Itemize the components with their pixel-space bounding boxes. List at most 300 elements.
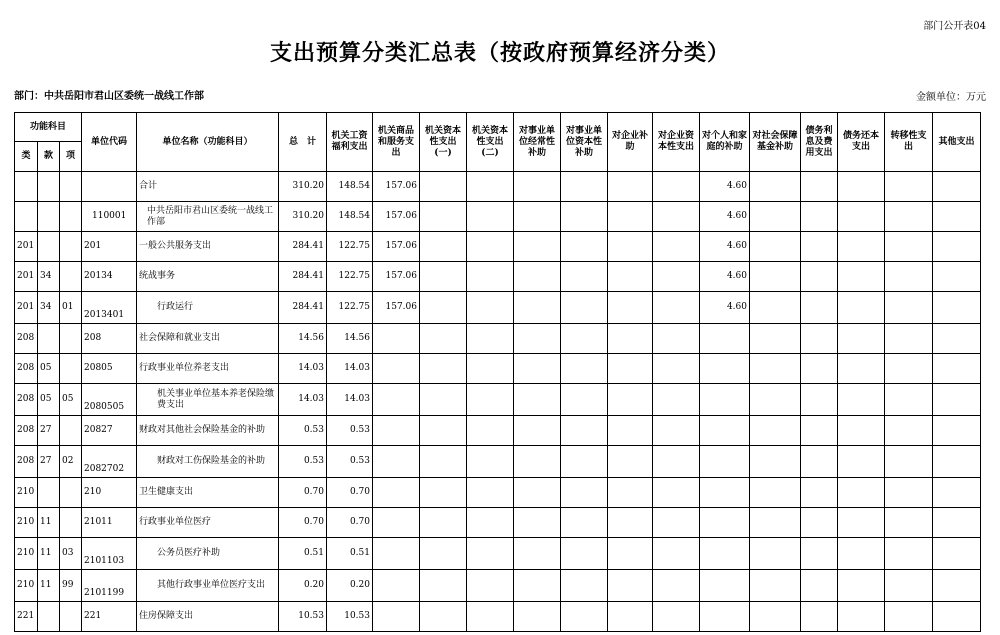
cell-c13: [885, 416, 933, 446]
cell-total: 0.51: [279, 538, 327, 570]
cell-c8: [653, 416, 700, 446]
cell-kuan: 27: [38, 446, 60, 478]
cell-lei: 208: [15, 354, 38, 384]
cell-c11: [801, 354, 838, 384]
cell-c7: [608, 262, 653, 292]
cell-code: [82, 172, 137, 202]
cell-c6: [561, 508, 608, 538]
cell-c6: [561, 478, 608, 508]
cell-lei: [15, 172, 38, 202]
cell-code: 2101199: [82, 570, 137, 602]
cell-c4: [467, 446, 514, 478]
cell-xiang: [60, 324, 82, 354]
header-name: 单位名称（功能科目）: [137, 113, 279, 172]
cell-c10: [750, 172, 801, 202]
cell-c8: [653, 384, 700, 416]
cell-total: 0.53: [279, 446, 327, 478]
cell-c10: [750, 478, 801, 508]
cell-c3: [420, 446, 467, 478]
cell-c10: [750, 538, 801, 570]
cell-xiang: 02: [60, 446, 82, 478]
cell-c4: [467, 508, 514, 538]
cell-c8: [653, 232, 700, 262]
department-label: 部门：中共岳阳市君山区委统一战线工作部: [14, 91, 204, 102]
cell-c9: 4.60: [700, 262, 750, 292]
cell-xiang: [60, 232, 82, 262]
cell-c7: [608, 602, 653, 632]
cell-c3: [420, 202, 467, 232]
cell-c14: [933, 354, 981, 384]
cell-c4: [467, 232, 514, 262]
cell-c14: [933, 202, 981, 232]
table-row: [15, 202, 981, 232]
cell-c9: [700, 324, 750, 354]
cell-c13: [885, 354, 933, 384]
cell-c5: [514, 416, 561, 446]
cell-c11: [801, 570, 838, 602]
cell-c6: [561, 232, 608, 262]
cell-c4: [467, 292, 514, 324]
cell-name: 行政事业单位养老支出: [137, 354, 279, 384]
cell-c11: [801, 292, 838, 324]
cell-c7: [608, 324, 653, 354]
cell-c5: [514, 324, 561, 354]
cell-kuan: [38, 172, 60, 202]
cell-c1: 0.53: [327, 446, 373, 478]
cell-name: 行政运行: [137, 292, 279, 324]
cell-c14: [933, 538, 981, 570]
cell-c13: [885, 172, 933, 202]
cell-c10: [750, 202, 801, 232]
cell-c6: [561, 202, 608, 232]
cell-lei: 210: [15, 508, 38, 538]
cell-c8: [653, 538, 700, 570]
cell-c5: [514, 602, 561, 632]
cell-c8: [653, 570, 700, 602]
cell-c5: [514, 354, 561, 384]
cell-lei: 210: [15, 570, 38, 602]
cell-c2: [373, 508, 420, 538]
cell-c3: [420, 172, 467, 202]
table-row: [15, 384, 981, 416]
cell-c1: 0.70: [327, 478, 373, 508]
cell-c8: [653, 508, 700, 538]
cell-total: 310.20: [279, 172, 327, 202]
cell-c4: [467, 354, 514, 384]
cell-c2: [373, 570, 420, 602]
cell-xiang: [60, 478, 82, 508]
cell-c1: 0.53: [327, 416, 373, 446]
cell-c4: [467, 602, 514, 632]
cell-kuan: [38, 324, 60, 354]
cell-total: 14.56: [279, 324, 327, 354]
cell-c6: [561, 172, 608, 202]
cell-total: 284.41: [279, 232, 327, 262]
header-code: 单位代码: [82, 113, 137, 172]
table-row: [15, 292, 981, 324]
header-c14: 其他支出: [933, 113, 981, 172]
cell-c8: [653, 478, 700, 508]
cell-xiang: 05: [60, 384, 82, 416]
cell-kuan: [38, 602, 60, 632]
cell-lei: 201: [15, 232, 38, 262]
cell-c12: [838, 292, 885, 324]
table-row: [15, 324, 981, 354]
cell-c5: [514, 446, 561, 478]
cell-code: 2101103: [82, 538, 137, 570]
cell-c9: [700, 538, 750, 570]
cell-c2: 157.06: [373, 172, 420, 202]
cell-c6: [561, 324, 608, 354]
cell-c8: [653, 354, 700, 384]
cell-kuan: [38, 232, 60, 262]
cell-c8: [653, 202, 700, 232]
cell-c12: [838, 354, 885, 384]
cell-name: 统战事务: [137, 262, 279, 292]
cell-c3: [420, 262, 467, 292]
cell-c7: [608, 172, 653, 202]
cell-c1: 10.53: [327, 602, 373, 632]
cell-c10: [750, 324, 801, 354]
cell-c3: [420, 538, 467, 570]
cell-c7: [608, 538, 653, 570]
cell-c10: [750, 232, 801, 262]
cell-c14: [933, 384, 981, 416]
cell-lei: 221: [15, 602, 38, 632]
table-row: [15, 354, 981, 384]
cell-c3: [420, 384, 467, 416]
cell-c6: [561, 570, 608, 602]
cell-kuan: 05: [38, 354, 60, 384]
cell-c6: [561, 384, 608, 416]
cell-c12: [838, 172, 885, 202]
cell-c4: [467, 478, 514, 508]
cell-c4: [467, 538, 514, 570]
cell-c5: [514, 538, 561, 570]
cell-c3: [420, 416, 467, 446]
table-row: [15, 478, 981, 508]
cell-c11: [801, 538, 838, 570]
table-number: 部门公开表04: [923, 21, 986, 32]
cell-kuan: [38, 478, 60, 508]
cell-kuan: 11: [38, 508, 60, 538]
cell-c10: [750, 416, 801, 446]
cell-xiang: [60, 172, 82, 202]
cell-c6: [561, 262, 608, 292]
cell-c4: [467, 172, 514, 202]
cell-c7: [608, 416, 653, 446]
cell-c14: [933, 416, 981, 446]
cell-c2: [373, 324, 420, 354]
cell-c13: [885, 602, 933, 632]
cell-code: 210: [82, 478, 137, 508]
cell-c11: [801, 172, 838, 202]
cell-total: 14.03: [279, 384, 327, 416]
cell-c6: [561, 292, 608, 324]
cell-c6: [561, 416, 608, 446]
cell-c4: [467, 384, 514, 416]
table-row: [15, 232, 981, 262]
cell-c6: [561, 354, 608, 384]
header-total: 总 计: [279, 113, 327, 172]
cell-xiang: [60, 602, 82, 632]
cell-c2: 157.06: [373, 232, 420, 262]
cell-c9: [700, 602, 750, 632]
header-c8: 对企业资本性支出: [653, 113, 700, 172]
cell-c13: [885, 262, 933, 292]
cell-xiang: [60, 416, 82, 446]
cell-c4: [467, 416, 514, 446]
header-c2: 机关商品和服务支出: [373, 113, 420, 172]
cell-c14: [933, 172, 981, 202]
cell-c14: [933, 262, 981, 292]
cell-code: 2082702: [82, 446, 137, 478]
header-c6: 对事业单位资本性补助: [561, 113, 608, 172]
header-kuan: 款: [38, 142, 60, 172]
cell-c7: [608, 570, 653, 602]
cell-c3: [420, 478, 467, 508]
cell-c3: [420, 354, 467, 384]
header-c10: 对社会保障基金补助: [750, 113, 801, 172]
cell-c11: [801, 262, 838, 292]
cell-c13: [885, 570, 933, 602]
cell-name: 财政对其他社会保险基金的补助: [137, 416, 279, 446]
cell-c6: [561, 446, 608, 478]
cell-c11: [801, 602, 838, 632]
table-row: [15, 172, 981, 202]
cell-c13: [885, 446, 933, 478]
cell-c13: [885, 478, 933, 508]
cell-c11: [801, 446, 838, 478]
cell-c8: [653, 292, 700, 324]
cell-c1: 148.54: [327, 172, 373, 202]
cell-xiang: [60, 262, 82, 292]
cell-xiang: 03: [60, 538, 82, 570]
cell-total: 0.70: [279, 478, 327, 508]
cell-c4: [467, 324, 514, 354]
cell-c4: [467, 262, 514, 292]
cell-c10: [750, 602, 801, 632]
cell-c5: [514, 570, 561, 602]
cell-c2: [373, 538, 420, 570]
cell-c7: [608, 292, 653, 324]
cell-c12: [838, 324, 885, 354]
header-c1: 机关工资福利支出: [327, 113, 373, 172]
cell-xiang: [60, 354, 82, 384]
cell-c14: [933, 324, 981, 354]
cell-name: 机关事业单位基本养老保险缴费支出: [137, 384, 279, 416]
cell-code: 2080505: [82, 384, 137, 416]
cell-kuan: 05: [38, 384, 60, 416]
cell-c2: [373, 446, 420, 478]
cell-c13: [885, 232, 933, 262]
cell-kuan: [38, 202, 60, 232]
cell-name: 行政事业单位医疗: [137, 508, 279, 538]
cell-c8: [653, 324, 700, 354]
cell-c9: 4.60: [700, 202, 750, 232]
cell-xiang: 01: [60, 292, 82, 324]
cell-c11: [801, 324, 838, 354]
cell-code: 20827: [82, 416, 137, 446]
cell-c6: [561, 602, 608, 632]
cell-c8: [653, 262, 700, 292]
cell-c9: [700, 354, 750, 384]
cell-c9: [700, 384, 750, 416]
cell-c12: [838, 570, 885, 602]
header-c13: 转移性支出: [885, 113, 933, 172]
cell-c1: 14.56: [327, 324, 373, 354]
cell-c8: [653, 602, 700, 632]
cell-kuan: 11: [38, 538, 60, 570]
cell-lei: 210: [15, 538, 38, 570]
cell-xiang: [60, 202, 82, 232]
cell-c3: [420, 324, 467, 354]
cell-c11: [801, 202, 838, 232]
cell-c12: [838, 508, 885, 538]
cell-code: 21011: [82, 508, 137, 538]
cell-total: 0.70: [279, 508, 327, 538]
cell-kuan: 11: [38, 570, 60, 602]
cell-name: 合计: [137, 172, 279, 202]
cell-c7: [608, 508, 653, 538]
cell-c9: 4.60: [700, 292, 750, 324]
table-row: [15, 446, 981, 478]
header-c7: 对企业补助: [608, 113, 653, 172]
cell-code: 208: [82, 324, 137, 354]
cell-c5: [514, 202, 561, 232]
cell-c5: [514, 478, 561, 508]
cell-c2: [373, 478, 420, 508]
cell-c1: 0.70: [327, 508, 373, 538]
cell-code: 110001: [82, 202, 137, 232]
expenditure-table: [14, 112, 981, 632]
cell-c14: [933, 602, 981, 632]
cell-total: 284.41: [279, 262, 327, 292]
header-c4: 机关资本性支出(二): [467, 113, 514, 172]
cell-c12: [838, 538, 885, 570]
cell-c10: [750, 446, 801, 478]
cell-total: 284.41: [279, 292, 327, 324]
cell-c7: [608, 478, 653, 508]
cell-c4: [467, 202, 514, 232]
cell-c10: [750, 384, 801, 416]
cell-c2: 157.06: [373, 202, 420, 232]
cell-c11: [801, 232, 838, 262]
cell-c1: 0.51: [327, 538, 373, 570]
cell-c7: [608, 232, 653, 262]
cell-kuan: 34: [38, 292, 60, 324]
cell-c12: [838, 416, 885, 446]
header-func-group: 功能科目: [15, 113, 82, 142]
cell-c2: [373, 416, 420, 446]
cell-c13: [885, 538, 933, 570]
cell-c3: [420, 292, 467, 324]
header-c12: 债务还本支出: [838, 113, 885, 172]
cell-code: 2013401: [82, 292, 137, 324]
table-row: [15, 262, 981, 292]
cell-kuan: 34: [38, 262, 60, 292]
header-lei: 类: [15, 142, 38, 172]
cell-c2: 157.06: [373, 292, 420, 324]
cell-c10: [750, 292, 801, 324]
cell-name: 卫生健康支出: [137, 478, 279, 508]
cell-c5: [514, 232, 561, 262]
cell-c3: [420, 570, 467, 602]
cell-c10: [750, 262, 801, 292]
cell-c5: [514, 384, 561, 416]
amount-unit: 金额单位：万元: [916, 92, 986, 103]
cell-lei: [15, 202, 38, 232]
cell-c14: [933, 478, 981, 508]
cell-total: 0.20: [279, 570, 327, 602]
cell-c1: 148.54: [327, 202, 373, 232]
cell-lei: 208: [15, 416, 38, 446]
header-c11: 债务利息及费用支出: [801, 113, 838, 172]
cell-c8: [653, 172, 700, 202]
cell-total: 310.20: [279, 202, 327, 232]
cell-name: 其他行政事业单位医疗支出: [137, 570, 279, 602]
cell-c5: [514, 508, 561, 538]
cell-c7: [608, 202, 653, 232]
cell-c8: [653, 446, 700, 478]
cell-code: 20134: [82, 262, 137, 292]
cell-total: 14.03: [279, 354, 327, 384]
cell-c12: [838, 446, 885, 478]
header-c5: 对事业单位经常性补助: [514, 113, 561, 172]
cell-name: 财政对工伤保险基金的补助: [137, 446, 279, 478]
header-xiang: 项: [60, 142, 82, 172]
cell-c3: [420, 508, 467, 538]
cell-c12: [838, 602, 885, 632]
cell-c1: 14.03: [327, 384, 373, 416]
cell-c9: 4.60: [700, 232, 750, 262]
cell-c11: [801, 478, 838, 508]
cell-c7: [608, 354, 653, 384]
cell-c13: [885, 508, 933, 538]
cell-c12: [838, 262, 885, 292]
cell-c6: [561, 538, 608, 570]
cell-c3: [420, 232, 467, 262]
cell-c12: [838, 202, 885, 232]
table-row: [15, 570, 981, 602]
cell-c1: 14.03: [327, 354, 373, 384]
cell-c14: [933, 232, 981, 262]
cell-c11: [801, 416, 838, 446]
table-row: [15, 602, 981, 632]
cell-c2: 157.06: [373, 262, 420, 292]
header-c3: 机关资本性支出(一): [420, 113, 467, 172]
cell-c9: [700, 446, 750, 478]
cell-c9: [700, 478, 750, 508]
cell-c11: [801, 384, 838, 416]
cell-total: 0.53: [279, 416, 327, 446]
cell-c3: [420, 602, 467, 632]
cell-c14: [933, 446, 981, 478]
cell-c2: [373, 354, 420, 384]
cell-c4: [467, 570, 514, 602]
cell-c12: [838, 478, 885, 508]
cell-c13: [885, 292, 933, 324]
cell-c1: 0.20: [327, 570, 373, 602]
cell-c5: [514, 172, 561, 202]
cell-c2: [373, 384, 420, 416]
cell-c9: [700, 570, 750, 602]
table-row: [15, 416, 981, 446]
cell-c9: [700, 416, 750, 446]
cell-name: 一般公共服务支出: [137, 232, 279, 262]
cell-c10: [750, 354, 801, 384]
cell-c1: 122.75: [327, 292, 373, 324]
